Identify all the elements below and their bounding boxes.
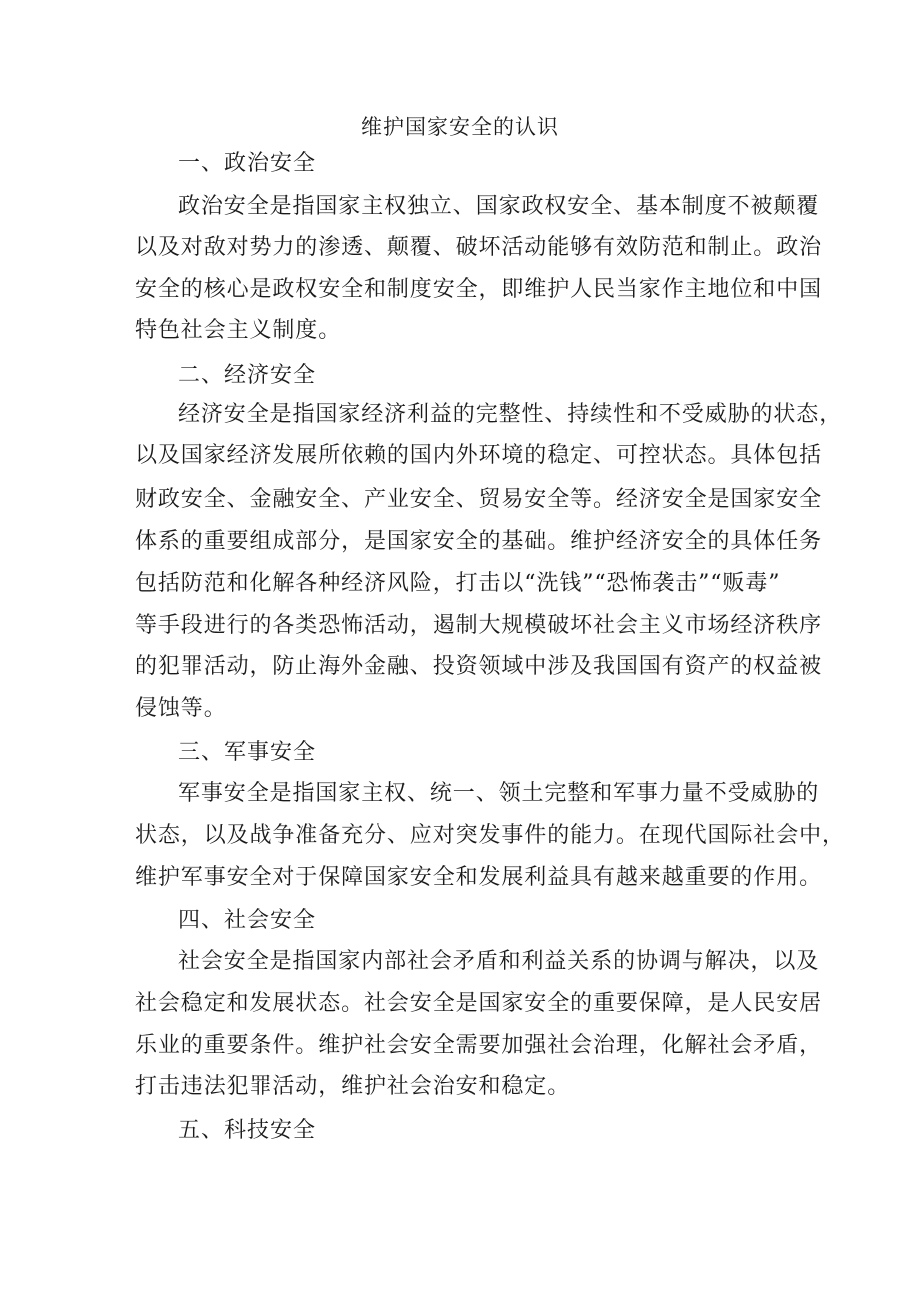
section-heading-technology: 五、科技安全	[178, 1118, 317, 1143]
paragraph-line: 以及对敌对势力的渗透、颠覆、破坏活动能够有效防范和制止。政治	[135, 235, 823, 260]
section-heading-economic: 二、经济安全	[178, 363, 317, 388]
paragraph-line: 包括防范和化解各种经济风险，打击以“洗钱”“恐怖袭击”“贩毒”	[135, 571, 781, 596]
paragraph-line: 体系的重要组成部分，是国家安全的基础。维护经济安全的具体任务	[135, 529, 823, 554]
section-heading-political: 一、政治安全	[178, 151, 317, 176]
paragraph-line: 维护军事安全对于保障国家安全和发展利益具有越来越重要的作用。	[135, 865, 823, 890]
paragraph-line: 的犯罪活动，防止海外金融、投资领域中涉及我国国有资产的权益被	[135, 654, 823, 679]
paragraph-line: 社会稳定和发展状态。社会安全是国家安全的重要保障，是人民安居	[135, 991, 823, 1016]
paragraph-line: 社会安全是指国家内部社会矛盾和利益关系的协调与解决，以及	[178, 949, 820, 974]
paragraph-line: 打击违法犯罪活动，维护社会治安和稳定。	[135, 1074, 571, 1099]
paragraph-line: 财政安全、金融安全、产业安全、贸易安全等。经济安全是国家安全	[135, 487, 823, 512]
paragraph-line: 乐业的重要条件。维护社会安全需要加强社会治理，化解社会矛盾，	[135, 1033, 823, 1058]
paragraph-line: 以及国家经济发展所依赖的国内外环境的稳定、可控状态。具体包括	[135, 443, 823, 468]
paragraph-line: 状态，以及战争准备充分、应对突发事件的能力。在现代国际社会中，	[135, 823, 845, 848]
document-title: 维护国家安全的认识	[361, 115, 559, 139]
section-heading-social: 四、社会安全	[178, 908, 317, 933]
paragraph-line: 政治安全是指国家主权独立、国家政权安全、基本制度不被颠覆	[178, 194, 820, 219]
paragraph-line: 特色社会主义制度。	[135, 318, 342, 343]
paragraph-line: 经济安全是指国家经济利益的完整性、持续性和不受威胁的状态，	[178, 402, 843, 427]
paragraph-line: 军事安全是指国家主权、统一、领土完整和军事力量不受威胁的	[178, 781, 820, 806]
paragraph-line: 等手段进行的各类恐怖活动，遏制大规模破坏社会主义市场经济秩序	[135, 613, 823, 638]
paragraph-line: 侵蚀等。	[135, 696, 227, 721]
section-heading-military: 三、军事安全	[178, 740, 317, 765]
paragraph-line: 安全的核心是政权安全和制度安全，即维护人民当家作主地位和中国	[135, 277, 823, 302]
